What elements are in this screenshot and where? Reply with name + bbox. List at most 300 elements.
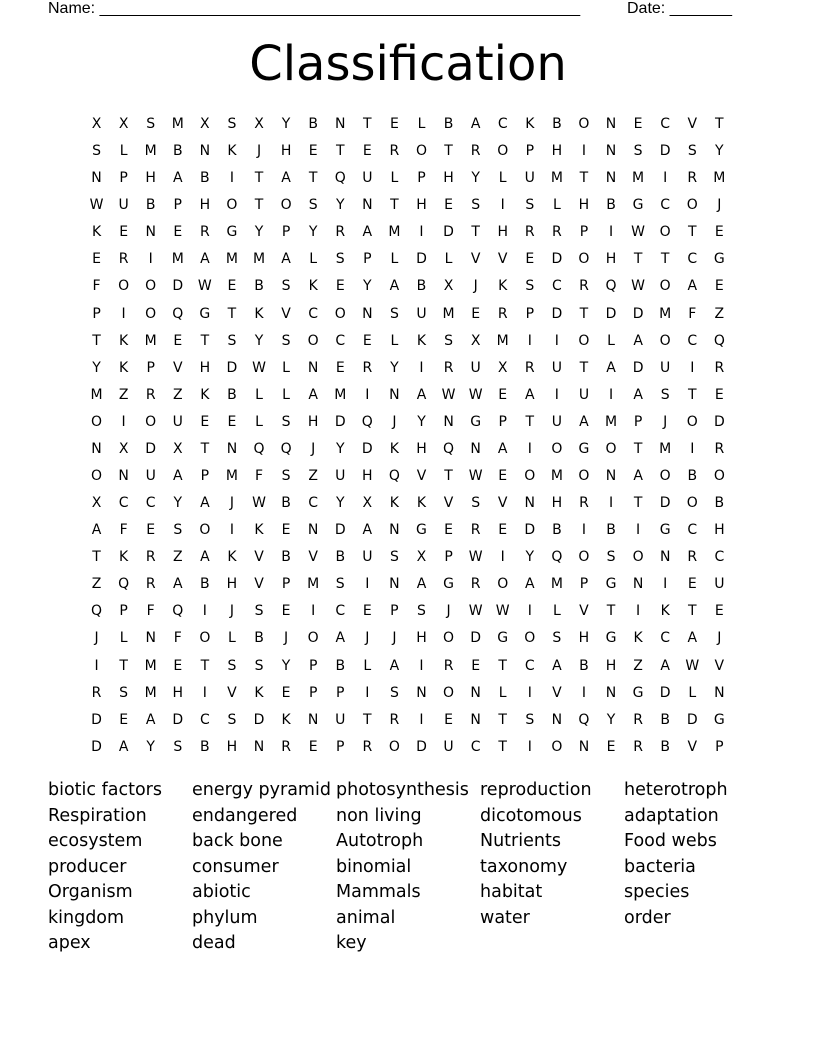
- grid-letter: T: [390, 197, 399, 214]
- grid-letter: Z: [118, 386, 129, 403]
- grid-letter: O: [118, 278, 130, 295]
- grid-letter: K: [91, 224, 102, 241]
- grid-letter: A: [389, 278, 400, 295]
- grid-letter: R: [633, 738, 643, 755]
- grid-letter: L: [498, 684, 507, 701]
- grid-letter: I: [581, 522, 587, 539]
- grid-letter: M: [632, 170, 645, 187]
- grid-letter: Q: [334, 170, 346, 187]
- grid-letter: V: [687, 116, 698, 132]
- grid-letter: I: [527, 738, 532, 755]
- grid-letter: J: [392, 413, 397, 430]
- grid-letter: A: [525, 576, 535, 593]
- grid-letter: C: [524, 657, 535, 674]
- word-item: order: [624, 907, 671, 928]
- grid-letter: V: [552, 684, 562, 701]
- grid-letter: U: [172, 413, 183, 430]
- grid-letter: C: [145, 495, 156, 512]
- grid-letter: N: [470, 440, 481, 457]
- grid-letter: M: [144, 657, 157, 674]
- grid-letter: P: [200, 468, 210, 485]
- word-item: photosynthesis: [336, 780, 469, 800]
- grid-letter: X: [470, 332, 481, 349]
- grid-letter: Q: [361, 413, 373, 430]
- grid-letter: S: [660, 386, 670, 403]
- grid-letter: G: [605, 630, 617, 647]
- grid-row: [83, 490, 733, 517]
- grid-letter: B: [145, 197, 156, 214]
- grid-letter: E: [227, 278, 237, 295]
- grid-letter: A: [145, 711, 156, 728]
- grid-letter: T: [687, 386, 697, 403]
- grid-letter: S: [173, 738, 183, 755]
- grid-letter: T: [471, 224, 480, 241]
- grid-letter: D: [226, 359, 238, 376]
- grid-letter: N: [416, 684, 427, 701]
- grid-letter: H: [416, 197, 427, 214]
- word-column: [48, 778, 192, 957]
- word-item: key: [336, 933, 367, 953]
- grid-letter: E: [714, 603, 724, 620]
- grid-letter: O: [415, 143, 427, 160]
- grid-letter: A: [172, 576, 183, 593]
- grid-letter: N: [226, 440, 238, 457]
- grid-letter: T: [92, 549, 101, 566]
- grid-letter: J: [717, 197, 722, 214]
- grid-letter: A: [660, 657, 670, 674]
- grid-letter: H: [199, 197, 211, 214]
- grid-letter: K: [119, 549, 129, 566]
- grid-letter: O: [497, 143, 509, 160]
- grid-letter: P: [119, 603, 128, 620]
- grid-letter: V: [172, 359, 183, 376]
- word-item: Respiration: [48, 805, 147, 826]
- grid-letter: D: [659, 143, 671, 160]
- grid-letter: D: [334, 522, 346, 539]
- grid-letter: I: [636, 603, 641, 620]
- grid-letter: S: [525, 278, 535, 295]
- grid-letter: Q: [605, 278, 617, 295]
- grid-letter: E: [606, 738, 616, 755]
- grid-letter: G: [713, 711, 725, 728]
- grid-letter: I: [608, 386, 614, 403]
- grid-letter: N: [470, 711, 481, 728]
- grid-letter: H: [551, 495, 563, 512]
- grid-row: [83, 301, 733, 328]
- grid-letter: M: [225, 468, 238, 485]
- grid-letter: T: [525, 413, 535, 430]
- grid-letter: B: [281, 549, 291, 566]
- grid-letter: D: [551, 305, 563, 322]
- grid-letter: S: [389, 684, 399, 701]
- grid-letter: L: [390, 251, 399, 268]
- grid-letter: H: [605, 251, 617, 268]
- grid-letter: L: [309, 251, 318, 268]
- grid-letter: A: [470, 116, 481, 132]
- grid-letter: C: [308, 305, 319, 322]
- grid-letter: N: [307, 711, 319, 728]
- grid-letter: P: [633, 413, 643, 430]
- grid-letter: P: [146, 359, 155, 376]
- grid-letter: T: [227, 305, 237, 322]
- grid-letter: Z: [91, 576, 102, 593]
- word-item: energy pyramid: [192, 780, 331, 800]
- grid-letter: O: [551, 738, 563, 755]
- grid-letter: P: [579, 224, 589, 241]
- grid-letter: L: [255, 413, 263, 430]
- word-item: ecosystem: [48, 831, 143, 851]
- grid-letter: E: [335, 278, 345, 295]
- grid-letter: Y: [471, 170, 480, 187]
- grid-letter: D: [524, 522, 536, 539]
- grid-letter: N: [362, 305, 373, 322]
- grid-letter: E: [444, 522, 453, 539]
- grid-letter: E: [471, 305, 481, 322]
- grid-letter: W: [468, 386, 483, 403]
- grid-letter: C: [497, 116, 508, 132]
- grid-letter: O: [497, 576, 509, 593]
- grid-letter: W: [252, 495, 266, 512]
- grid-letter: I: [581, 684, 587, 701]
- grid-letter: O: [91, 413, 103, 430]
- grid-letter: N: [145, 630, 156, 647]
- word-item: dead: [192, 933, 236, 953]
- grid-letter: W: [685, 657, 700, 674]
- grid-letter: A: [525, 386, 535, 403]
- grid-letter: H: [497, 224, 508, 241]
- grid-letter: P: [525, 305, 535, 322]
- grid-letter: L: [119, 630, 128, 647]
- grid-letter: O: [226, 197, 238, 214]
- grid-letter: N: [307, 522, 319, 539]
- grid-letter: D: [91, 738, 102, 755]
- grid-letter: S: [606, 549, 616, 566]
- grid-letter: R: [687, 170, 698, 187]
- grid-letter: F: [173, 630, 182, 647]
- grid-letter: S: [227, 332, 237, 349]
- grid-letter: T: [308, 170, 318, 187]
- grid-letter: T: [715, 116, 724, 132]
- grid-letter: X: [443, 278, 454, 295]
- grid-letter: P: [92, 305, 101, 322]
- grid-letter: E: [335, 359, 345, 376]
- grid-letter: E: [227, 413, 237, 430]
- grid-letter: T: [444, 143, 453, 160]
- grid-letter: C: [687, 332, 698, 349]
- grid-letter: L: [444, 251, 453, 268]
- grid-letter: P: [525, 143, 535, 160]
- grid-letter: D: [145, 440, 157, 457]
- grid-letter: H: [416, 440, 427, 457]
- grid-letter: A: [633, 468, 643, 485]
- grid-letter: S: [687, 143, 697, 160]
- grid-letter: K: [633, 630, 643, 647]
- grid-letter: Q: [443, 440, 455, 457]
- grid-letter: S: [92, 143, 101, 160]
- grid-letter: M: [550, 576, 563, 593]
- grid-letter: R: [524, 359, 535, 376]
- grid-letter: N: [443, 413, 454, 430]
- grid-letter: M: [659, 440, 672, 457]
- grid-letter: D: [172, 278, 184, 295]
- grid-letter: O: [443, 630, 455, 647]
- word-item: reproduction: [480, 780, 592, 800]
- grid-letter: A: [91, 522, 102, 539]
- grid-letter: E: [687, 576, 697, 593]
- grid-letter: O: [659, 278, 671, 295]
- grid-letter: S: [552, 630, 562, 647]
- grid-letter: K: [660, 603, 670, 620]
- grid-letter: I: [663, 576, 668, 593]
- grid-letter: I: [202, 603, 207, 620]
- grid-letter: S: [281, 332, 291, 349]
- grid-letter: R: [199, 224, 210, 241]
- grid-letter: H: [145, 170, 156, 187]
- grid-row: [83, 219, 733, 246]
- word-item: binomial: [336, 856, 412, 877]
- grid-letter: R: [633, 711, 643, 728]
- grid-row: [83, 246, 733, 273]
- grid-letter: X: [91, 116, 102, 132]
- grid-letter: L: [228, 630, 236, 647]
- grid-letter: T: [335, 143, 345, 160]
- grid-letter: X: [172, 440, 183, 457]
- grid-letter: A: [308, 386, 318, 403]
- grid-letter: G: [632, 684, 644, 701]
- grid-letter: C: [687, 522, 698, 539]
- grid-letter: E: [362, 603, 372, 620]
- grid-letter: S: [444, 332, 453, 349]
- grid-row: [83, 328, 733, 355]
- grid-letter: Y: [606, 711, 616, 728]
- grid-letter: O: [145, 278, 157, 295]
- grid-letter: N: [253, 738, 265, 755]
- grid-letter: L: [282, 386, 290, 403]
- grid-letter: P: [173, 197, 182, 214]
- grid-letter: A: [633, 332, 643, 349]
- grid-letter: W: [495, 603, 510, 620]
- grid-letter: X: [200, 116, 210, 132]
- grid-letter: E: [281, 684, 291, 701]
- grid-letter: X: [91, 495, 102, 512]
- grid-letter: V: [470, 251, 481, 268]
- grid-letter: N: [659, 549, 671, 566]
- grid-letter: Z: [172, 386, 183, 403]
- grid-letter: R: [145, 549, 156, 566]
- grid-letter: G: [659, 522, 671, 539]
- grid-letter: T: [200, 440, 210, 457]
- grid-letter: R: [443, 657, 454, 674]
- word-item: Food webs: [624, 831, 717, 851]
- grid-letter: R: [91, 684, 102, 701]
- grid-letter: N: [389, 522, 400, 539]
- grid-letter: E: [714, 278, 724, 295]
- grid-letter: M: [496, 332, 509, 349]
- grid-letter: N: [199, 143, 211, 160]
- grid-letter: L: [119, 143, 128, 160]
- grid-letter: S: [281, 278, 291, 295]
- grid-letter: I: [365, 684, 370, 701]
- grid-letter: D: [686, 711, 698, 728]
- grid-letter: Z: [172, 549, 183, 566]
- grid-letter: C: [660, 197, 671, 214]
- grid-letter: E: [525, 251, 535, 268]
- word-item: back bone: [192, 831, 283, 851]
- grid-letter: D: [416, 738, 427, 755]
- word-column: [480, 778, 624, 957]
- word-item: Nutrients: [480, 831, 561, 851]
- grid-letter: D: [605, 305, 617, 322]
- date-field[interactable]: Date: _______: [627, 0, 732, 17]
- grid-letter: A: [281, 251, 291, 268]
- grid-letter: B: [227, 386, 237, 403]
- grid-letter: N: [470, 684, 481, 701]
- grid-letter: L: [552, 197, 561, 214]
- grid-letter: W: [89, 197, 104, 214]
- grid-letter: Q: [172, 603, 184, 620]
- word-item: Organism: [48, 882, 133, 902]
- grid-letter: U: [118, 197, 129, 214]
- grid-letter: N: [578, 738, 590, 755]
- grid-letter: D: [91, 711, 102, 728]
- grid-letter: P: [336, 684, 345, 701]
- grid-letter: I: [202, 684, 207, 701]
- grid-letter: W: [631, 224, 646, 241]
- grid-letter: T: [119, 657, 128, 674]
- grid-letter: A: [200, 549, 210, 566]
- grid-row: [83, 463, 733, 490]
- grid-letter: B: [172, 143, 183, 160]
- grid-letter: Y: [308, 224, 318, 241]
- grid-letter: W: [468, 468, 483, 485]
- grid-letter: A: [281, 170, 291, 187]
- grid-letter: I: [121, 413, 126, 430]
- grid-letter: U: [551, 359, 562, 376]
- grid-letter: M: [550, 468, 563, 485]
- grid-letter: S: [254, 657, 264, 674]
- grid-letter: J: [256, 143, 262, 160]
- grid-letter: B: [254, 278, 264, 295]
- grid-letter: N: [389, 386, 400, 403]
- grid-letter: A: [362, 224, 373, 241]
- grid-letter: W: [197, 278, 212, 295]
- grid-letter: T: [579, 359, 589, 376]
- grid-letter: F: [92, 278, 101, 295]
- name-field[interactable]: Name: ______________________________________________________: [48, 0, 581, 17]
- grid-letter: K: [389, 440, 399, 457]
- grid-letter: W: [441, 386, 456, 403]
- grid-letter: A: [416, 386, 427, 403]
- grid-letter: Y: [335, 495, 345, 512]
- grid-letter: I: [554, 386, 559, 403]
- grid-letter: C: [660, 630, 671, 647]
- grid-letter: O: [659, 332, 671, 349]
- grid-letter: J: [229, 495, 234, 512]
- grid-letter: E: [362, 143, 372, 160]
- grid-letter: N: [551, 711, 563, 728]
- grid-letter: R: [145, 386, 156, 403]
- grid-letter: V: [579, 603, 589, 620]
- grid-letter: D: [334, 413, 346, 430]
- word-item: species: [624, 882, 690, 902]
- grid-letter: I: [636, 522, 641, 539]
- grid-letter: V: [416, 468, 427, 485]
- grid-letter: G: [443, 576, 454, 593]
- grid-letter: V: [497, 251, 508, 268]
- grid-letter: S: [281, 468, 291, 485]
- grid-letter: E: [119, 711, 129, 728]
- grid-letter: B: [552, 522, 562, 539]
- grid-letter: S: [389, 549, 399, 566]
- grid-letter: I: [419, 657, 424, 674]
- grid-letter: Z: [633, 657, 643, 674]
- grid-letter: Y: [173, 495, 183, 512]
- grid-letter: N: [605, 116, 617, 132]
- grid-letter: O: [686, 197, 698, 214]
- grid-letter: I: [121, 305, 126, 322]
- grid-letter: U: [335, 711, 346, 728]
- grid-letter: T: [633, 495, 643, 512]
- grid-row: [83, 165, 733, 192]
- grid-letter: S: [335, 576, 345, 593]
- grid-letter: K: [525, 116, 535, 132]
- grid-letter: S: [417, 603, 426, 620]
- grid-letter: S: [308, 197, 318, 214]
- grid-letter: L: [390, 170, 399, 187]
- grid-letter: Q: [172, 305, 184, 322]
- grid-letter: G: [632, 197, 644, 214]
- grid-letter: O: [578, 116, 590, 132]
- grid-letter: J: [663, 413, 668, 430]
- grid-letter: A: [579, 413, 589, 430]
- grid-letter: E: [362, 332, 372, 349]
- grid-letter: E: [92, 251, 101, 268]
- grid-letter: K: [416, 332, 427, 349]
- grid-letter: R: [579, 495, 589, 512]
- grid-row: [83, 598, 733, 625]
- grid-letter: I: [229, 522, 234, 539]
- grid-letter: C: [308, 495, 319, 512]
- grid-letter: O: [632, 549, 644, 566]
- word-item: habitat: [480, 882, 543, 902]
- grid-letter: T: [200, 332, 210, 349]
- grid-row: [83, 707, 733, 734]
- grid-letter: O: [334, 305, 346, 322]
- grid-letter: Q: [713, 332, 725, 349]
- grid-letter: F: [688, 305, 697, 322]
- grid-row: [83, 680, 733, 707]
- grid-letter: H: [443, 170, 454, 187]
- word-item: consumer: [192, 856, 279, 877]
- grid-letter: B: [335, 657, 346, 674]
- grid-letter: O: [578, 549, 590, 566]
- grid-letter: E: [633, 116, 643, 132]
- grid-letter: E: [200, 413, 210, 430]
- grid-letter: D: [253, 711, 265, 728]
- grid-letter: W: [468, 603, 483, 620]
- grid-letter: D: [713, 413, 725, 430]
- grid-letter: Y: [254, 332, 264, 349]
- grid-letter: I: [500, 197, 505, 214]
- grid-letter: S: [146, 116, 156, 132]
- grid-letter: H: [226, 738, 238, 755]
- grid-letter: V: [254, 549, 264, 566]
- grid-letter: U: [335, 468, 346, 485]
- grid-letter: H: [416, 630, 427, 647]
- grid-letter: B: [200, 738, 210, 755]
- grid-letter: R: [362, 359, 373, 376]
- grid-letter: I: [365, 386, 370, 403]
